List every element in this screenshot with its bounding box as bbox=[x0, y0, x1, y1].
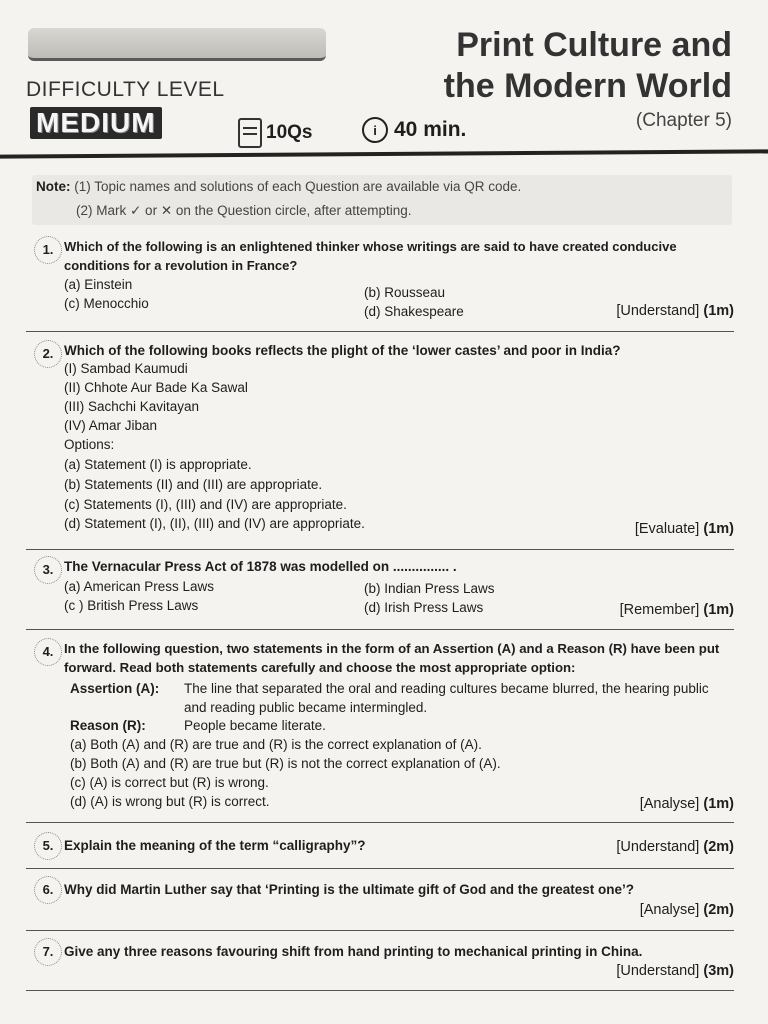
note-label: Note: bbox=[36, 179, 71, 194]
option-c: (c) Statements (I), (III) and (IV) are appropriate. bbox=[64, 497, 347, 512]
note-box bbox=[32, 175, 732, 225]
skill-level: [Analyse] bbox=[639, 902, 700, 918]
question-text: In the following question, two statements in the form of an Assertion (A) and a Reason (R) have been put forward. Read both statements carefully and choose the most appropriate option: bbox=[64, 641, 720, 675]
question-divider bbox=[26, 629, 734, 630]
option-c: (c) Menocchio bbox=[64, 296, 149, 311]
question-text: The Vernacular Press Act of 1878 was modelled on ............... . bbox=[64, 559, 457, 574]
skill-level: [Analyse] bbox=[639, 796, 700, 812]
statement-item: (II) Chhote Aur Bade Ka Sawal bbox=[64, 380, 248, 395]
statement-item: (I) Sambad Kaumudi bbox=[64, 361, 188, 376]
option-b: (b) Rousseau bbox=[364, 285, 446, 300]
question-divider bbox=[26, 990, 734, 991]
question-text: Why did Martin Luther say that ‘Printing is the ultimate gift of God and the greatest one’? bbox=[64, 882, 635, 897]
skill-level: [Understand] bbox=[616, 839, 700, 855]
question-6 bbox=[34, 876, 734, 926]
question-number[interactable]: 3. bbox=[34, 556, 62, 584]
question-text: Give any three reasons favouring shift from hand printing to mechanical printing in China. bbox=[64, 944, 643, 959]
option-b: (b) Both (A) and (R) are true but (R) is not the correct explanation of (A). bbox=[70, 756, 501, 771]
marks: (1m) bbox=[703, 602, 734, 618]
option-a: (a) Einstein bbox=[64, 277, 133, 292]
option-a: (a) Both (A) and (R) are true and (R) is the correct explanation of (A). bbox=[70, 737, 482, 752]
option-d: (d) Irish Press Laws bbox=[364, 600, 484, 615]
reason-text: People became literate. bbox=[184, 718, 326, 733]
time-limit-text: 40 min. bbox=[394, 118, 467, 141]
question-number[interactable]: 6. bbox=[34, 876, 62, 904]
question-divider bbox=[26, 331, 734, 332]
option-d: (d) (A) is wrong but (R) is correct. bbox=[70, 794, 270, 809]
question-divider bbox=[26, 549, 734, 550]
question-number[interactable]: 1. bbox=[34, 236, 62, 264]
skill-level: [Remember] bbox=[619, 602, 700, 618]
question-4 bbox=[34, 638, 734, 818]
reason-label: Reason (R): bbox=[70, 718, 146, 733]
option-b: (b) Indian Press Laws bbox=[364, 581, 495, 596]
chapter-number: (Chapter 5) bbox=[635, 110, 732, 131]
question-7 bbox=[34, 938, 734, 988]
question-tag bbox=[620, 601, 734, 620]
question-number[interactable]: 7. bbox=[34, 938, 62, 966]
question-3 bbox=[34, 556, 734, 626]
skill-level: [Evaluate] bbox=[634, 521, 700, 537]
option-b: (b) Statements (II) and (III) are appropriate. bbox=[64, 477, 323, 492]
option-d: (d) Statement (I), (II), (III) and (IV) are appropriate. bbox=[64, 516, 365, 531]
marks: (3m) bbox=[703, 963, 734, 979]
question-text: Explain the meaning of the term “calligraphy”? bbox=[64, 838, 366, 853]
marks: (2m) bbox=[703, 839, 734, 855]
marks: (2m) bbox=[703, 902, 734, 918]
option-a: (a) American Press Laws bbox=[64, 579, 215, 594]
question-number[interactable]: 4. bbox=[34, 638, 62, 666]
question-number[interactable]: 2. bbox=[34, 340, 62, 368]
question-count-text: 10Qs bbox=[266, 122, 313, 143]
note-text-2: (2) Mark ✓ or ✕ on the Question circle, after attempting. bbox=[76, 203, 412, 218]
statement-item: (III) Sachchi Kavitayan bbox=[64, 399, 200, 414]
statement-item: (IV) Amar Jiban bbox=[64, 418, 158, 433]
note-line-1 bbox=[36, 179, 521, 194]
question-tag bbox=[635, 520, 734, 539]
marks: (1m) bbox=[703, 521, 734, 537]
option-c: (c) (A) is correct but (R) is wrong. bbox=[70, 775, 269, 790]
option-a: (a) Statement (I) is appropriate. bbox=[64, 457, 252, 472]
option-d: (d) Shakespeare bbox=[364, 304, 464, 319]
chapter-title-line2: the Modern World bbox=[443, 67, 732, 105]
question-tag bbox=[640, 901, 734, 920]
question-5 bbox=[34, 832, 734, 864]
skill-level: [Understand] bbox=[616, 963, 700, 979]
stopwatch-icon: i bbox=[362, 117, 388, 143]
question-2 bbox=[34, 340, 734, 540]
question-tag bbox=[616, 962, 734, 981]
header-divider bbox=[0, 149, 768, 158]
question-tag bbox=[640, 795, 734, 814]
assertion-text: The line that separated the oral and reading cultures became blurred, the hearing public and reading public became intermingled. bbox=[184, 681, 709, 715]
document-icon bbox=[238, 118, 262, 148]
skill-level: [Understand] bbox=[616, 303, 700, 319]
question-number[interactable]: 5. bbox=[34, 832, 62, 860]
question-tag bbox=[616, 302, 734, 321]
time-limit bbox=[362, 117, 466, 143]
question-divider bbox=[26, 930, 734, 931]
question-text: Which of the following is an enlightened thinker whose writings are said to have created conducive conditions for a revolution in France? bbox=[64, 239, 677, 273]
chapter-title-line1: Print Culture and bbox=[456, 26, 732, 64]
marks: (1m) bbox=[703, 303, 734, 319]
question-1 bbox=[34, 236, 734, 326]
question-tag bbox=[616, 838, 734, 857]
options-label: Options: bbox=[64, 437, 115, 452]
difficulty-label: DIFFICULTY LEVEL bbox=[26, 78, 225, 101]
note-text-1: (1) Topic names and solutions of each Question are available via QR code. bbox=[74, 179, 522, 194]
marks: (1m) bbox=[703, 796, 734, 812]
question-divider bbox=[26, 868, 734, 869]
assertion-label: Assertion (A): bbox=[70, 681, 160, 696]
question-count bbox=[238, 118, 312, 148]
option-c: (c ) British Press Laws bbox=[64, 598, 199, 613]
question-text: Which of the following books reflects the plight of the ‘lower castes’ and poor in India? bbox=[64, 343, 621, 358]
header-ribbon bbox=[28, 28, 326, 61]
question-divider bbox=[26, 822, 734, 823]
difficulty-badge: MEDIUM bbox=[30, 107, 162, 139]
